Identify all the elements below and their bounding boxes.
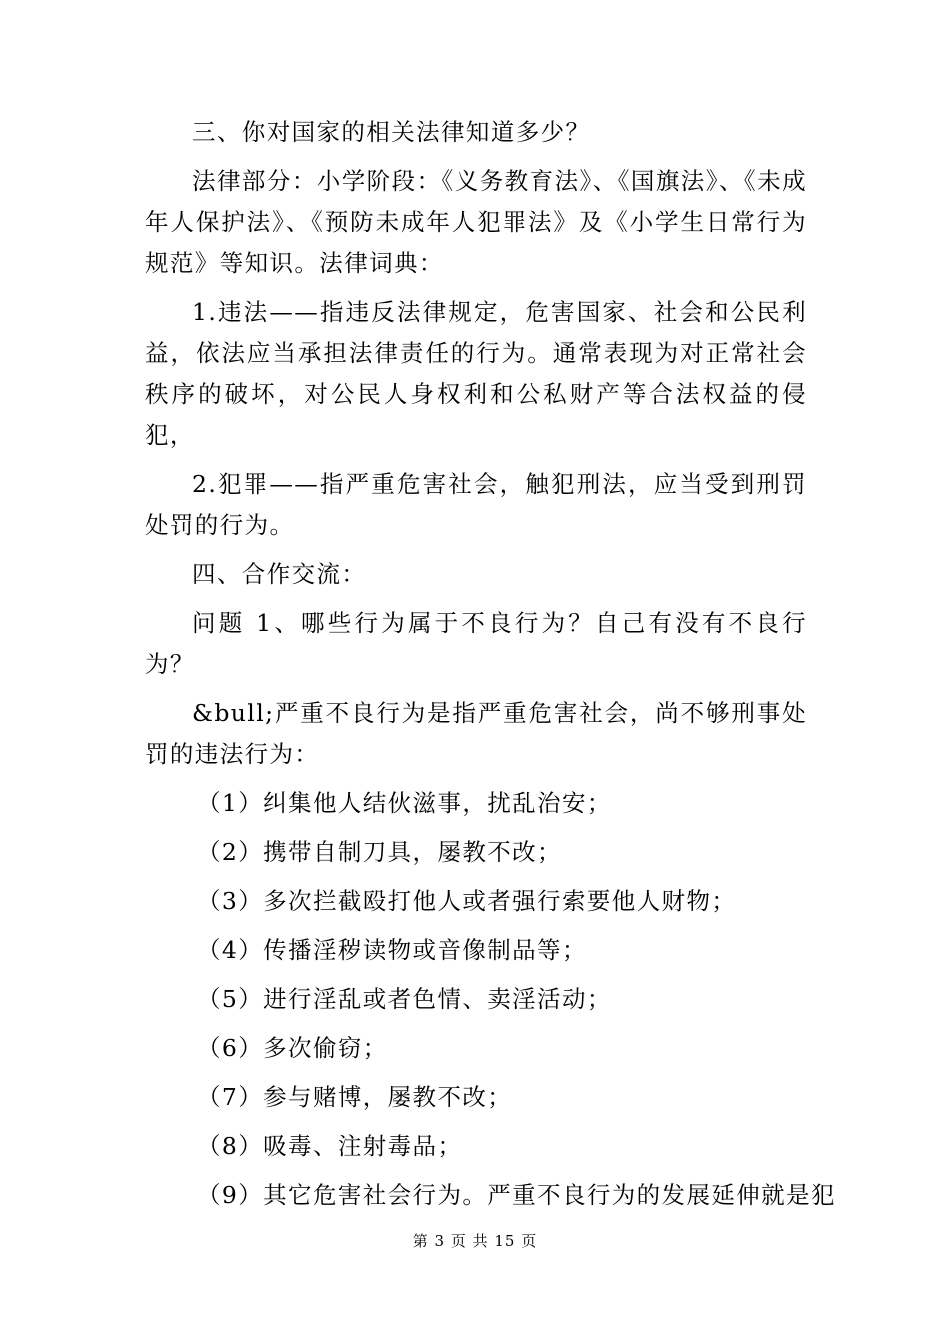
paragraph-question-one: 问题 1、哪些行为属于不良行为？自己有没有不良行为？ [145,609,807,678]
list-item: （8）吸毒、注射毒品； [197,1132,463,1160]
document-body [145,112,836,1216]
paragraph-serious-bad-behavior: &bull;严重不良行为是指严重危害社会，尚不够刑事处罚的违法行为： [145,699,807,768]
page-number-footer: 第 3 页 共 15 页 [412,1232,538,1250]
heading-section-four: 四、合作交流： [192,560,367,588]
heading-section-three: 三、你对国家的相关法律知道多少？ [192,118,591,146]
paragraph-law-section: 法律部分：小学阶段：《义务教育法》、《国旗法》、《未成年人保护法》、《预防未成年人犯罪法》及《小学生日常行为规范》等知识。法律词典： [145,167,807,277]
list-item: （3）多次拦截殴打他人或者强行索要他人财物； [197,887,737,915]
list-item: （5）进行淫乱或者色情、卖淫活动； [197,985,612,1013]
list-item: （4）传播淫秽读物或音像制品等； [197,936,587,964]
paragraph-definition-violation: 1.违法——指违反法律规定，危害国家、社会和公民利益，依法应当承担法律责任的行为。通常表现为对正常社会秩序的破坏，对公民人身权利和公私财产等合法权益的侵犯， [145,298,807,449]
list-item: （9）其它危害社会行为。严重不良行为的发展延伸就是犯 [197,1181,836,1209]
list-item: （2）携带自制刀具，屡教不改； [197,838,562,866]
paragraph-definition-crime: 2.犯罪——指严重危害社会，触犯刑法，应当受到刑罚处罚的行为。 [145,470,807,539]
list-item: （1）纠集他人结伙滋事，扰乱治安； [197,789,612,817]
list-item: （7）参与赌博，屡教不改； [197,1083,513,1111]
list-item: （6）多次偷窃； [197,1034,388,1062]
